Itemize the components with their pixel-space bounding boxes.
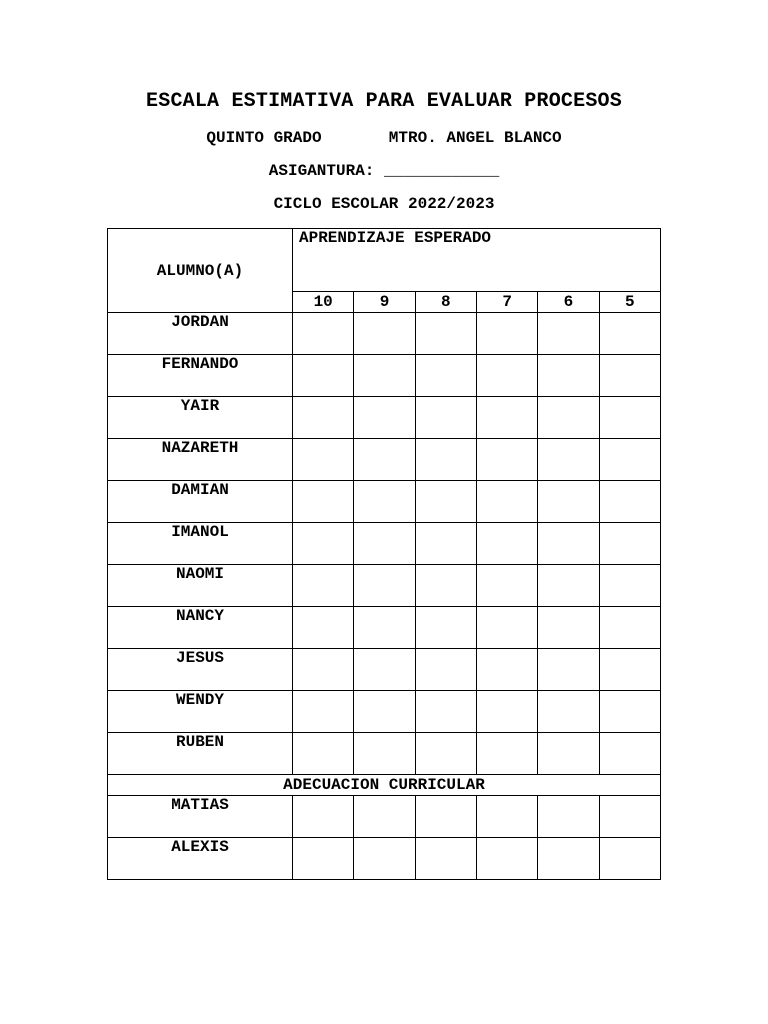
table-row <box>108 691 661 733</box>
score-cell <box>354 649 415 691</box>
student-name: WENDY <box>108 691 293 733</box>
student-name: NAZARETH <box>108 439 293 481</box>
adecuacion-curricular-header: ADECUACION CURRICULAR <box>108 775 661 796</box>
score-cell <box>293 397 354 439</box>
score-cell <box>415 838 476 880</box>
score-cell <box>415 313 476 355</box>
table-row <box>108 733 661 775</box>
score-cell <box>415 691 476 733</box>
score-cell <box>599 733 660 775</box>
score-cell <box>476 565 537 607</box>
table-row <box>108 439 661 481</box>
score-cell <box>476 691 537 733</box>
score-cell <box>538 607 599 649</box>
subject-line: ASIGANTURA: ____________ <box>268 162 500 180</box>
student-name: NAOMI <box>108 565 293 607</box>
score-cell <box>599 565 660 607</box>
score-cell <box>599 649 660 691</box>
score-cell <box>538 523 599 565</box>
score-cell <box>415 565 476 607</box>
header-row <box>108 229 661 292</box>
table-row <box>108 607 661 649</box>
score-cell <box>599 313 660 355</box>
score-cell <box>354 796 415 838</box>
evaluation-table <box>107 228 661 880</box>
table-row <box>108 838 661 880</box>
score-cell <box>476 796 537 838</box>
score-cell <box>293 733 354 775</box>
table-row <box>108 313 661 355</box>
score-cell <box>354 607 415 649</box>
school-cycle-line: CICLO ESCOLAR 2022/2023 <box>273 195 495 213</box>
table-row <box>108 796 661 838</box>
adecuacion-row <box>108 775 661 796</box>
score-cell <box>354 565 415 607</box>
score-cell <box>538 649 599 691</box>
score-cell <box>599 691 660 733</box>
score-cell <box>476 649 537 691</box>
student-name: ALEXIS <box>108 838 293 880</box>
score-cell <box>538 313 599 355</box>
score-cell <box>293 565 354 607</box>
score-cell <box>538 691 599 733</box>
score-cell <box>538 796 599 838</box>
score-cell <box>415 397 476 439</box>
score-cell <box>354 439 415 481</box>
table-row <box>108 397 661 439</box>
student-name: MATIAS <box>108 796 293 838</box>
score-cell <box>538 838 599 880</box>
student-name: FERNANDO <box>108 355 293 397</box>
score-cell <box>538 397 599 439</box>
score-header: 8 <box>415 291 476 312</box>
score-cell <box>354 481 415 523</box>
table-row <box>108 649 661 691</box>
score-header: 5 <box>599 291 660 312</box>
score-cell <box>476 481 537 523</box>
score-cell <box>293 355 354 397</box>
score-header: 7 <box>476 291 537 312</box>
score-cell <box>354 523 415 565</box>
score-cell <box>599 607 660 649</box>
score-cell <box>354 691 415 733</box>
score-cell <box>293 838 354 880</box>
score-cell <box>354 313 415 355</box>
student-name: DAMIAN <box>108 481 293 523</box>
table-row <box>108 481 661 523</box>
score-cell <box>599 355 660 397</box>
score-cell <box>293 691 354 733</box>
score-header: 6 <box>538 291 599 312</box>
score-cell <box>476 355 537 397</box>
score-cell <box>476 838 537 880</box>
score-cell <box>538 565 599 607</box>
score-cell <box>293 796 354 838</box>
student-name: RUBEN <box>108 733 293 775</box>
score-cell <box>415 355 476 397</box>
score-cell <box>476 397 537 439</box>
score-cell <box>476 733 537 775</box>
score-cell <box>599 439 660 481</box>
score-cell <box>599 523 660 565</box>
table-row <box>108 523 661 565</box>
score-cell <box>476 607 537 649</box>
score-cell <box>538 355 599 397</box>
score-cell <box>476 439 537 481</box>
score-cell <box>293 439 354 481</box>
score-cell <box>538 481 599 523</box>
expected-learning-header: APRENDIZAJE ESPERADO <box>293 229 661 292</box>
score-cell <box>599 481 660 523</box>
score-cell <box>415 481 476 523</box>
score-header: 9 <box>354 291 415 312</box>
student-name: JESUS <box>108 649 293 691</box>
score-cell <box>293 523 354 565</box>
table-row <box>108 565 661 607</box>
student-column-header: ALUMNO(A) <box>108 229 293 313</box>
score-cell <box>415 733 476 775</box>
student-name: YAIR <box>108 397 293 439</box>
document-title: ESCALA ESTIMATIVA PARA EVALUAR PROCESOS <box>146 90 622 113</box>
score-cell <box>415 649 476 691</box>
score-header: 10 <box>293 291 354 312</box>
score-cell <box>476 523 537 565</box>
score-cell <box>415 796 476 838</box>
student-name: JORDAN <box>108 313 293 355</box>
table-row <box>108 355 661 397</box>
score-cell <box>599 397 660 439</box>
score-cell <box>293 481 354 523</box>
score-cell <box>293 313 354 355</box>
score-cell <box>354 355 415 397</box>
score-cell <box>293 649 354 691</box>
score-cell <box>476 313 537 355</box>
score-cell <box>538 733 599 775</box>
score-cell <box>599 838 660 880</box>
score-cell <box>354 733 415 775</box>
student-name: IMANOL <box>108 523 293 565</box>
score-cell <box>293 607 354 649</box>
score-cell <box>538 439 599 481</box>
student-name: NANCY <box>108 607 293 649</box>
score-cell <box>599 796 660 838</box>
score-cell <box>415 523 476 565</box>
score-cell <box>354 838 415 880</box>
score-cell <box>415 439 476 481</box>
grade-teacher-line: QUINTO GRADO MTRO. ANGEL BLANCO <box>206 129 562 147</box>
score-cell <box>415 607 476 649</box>
score-cell <box>354 397 415 439</box>
